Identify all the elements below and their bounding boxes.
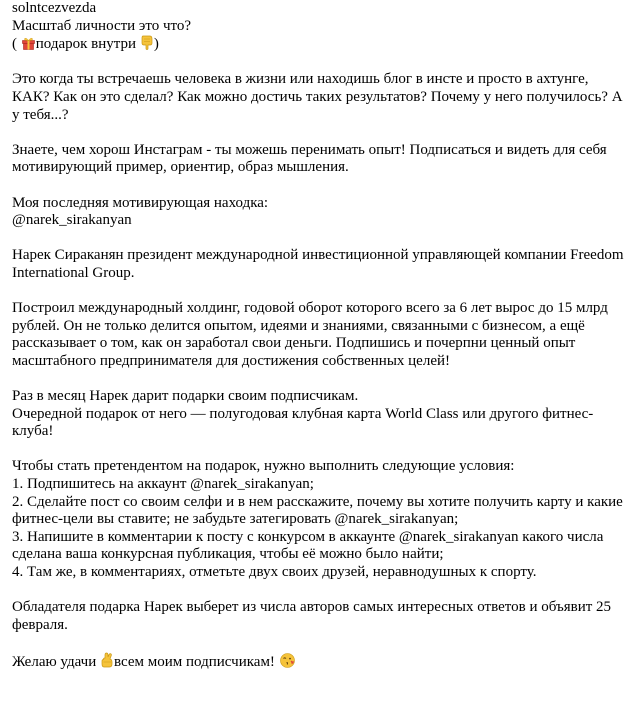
- paragraph-monthly-gift: Раз в месяц Нарек дарит подарки своим подписчикам.: [12, 388, 359, 405]
- gift-line: [12, 35, 628, 54]
- condition-item: 2. Сделайте пост со своим селфи и в нем расскажите, почему вы хотите получить карту и какие фитнес-цели вы ставите; не забудьте затегировать @narek_sirakanyan;: [12, 493, 623, 528]
- closing-text-start: Желаю удачи: [12, 653, 101, 670]
- spacer: [12, 370, 628, 388]
- paragraph-intro: Это когда ты встречаешь человека в жизни или находишь блог в инсте и просто в ахтунге, КАК? Как он это сделал? Как можно достичь таких результатов? Почему у него получилось? А у тебя...?: [12, 71, 623, 123]
- paragraph-holding: Построил международный холдинг, годовой оборот которого всего за 6 лет вырос до 15 млрд рублей. Он не только делится опытом, идеями и знаниями, связанными с бизнесом, а ещё рассказывает о том, как он заработал свои деньги. Подпишись и почерпни ценный опыт масштабного предпринимателя для достижения собственных целей!: [12, 300, 608, 369]
- spacer: [12, 283, 628, 301]
- gift-icon: [22, 36, 35, 50]
- paragraph-finding: Моя последняя мотивирующая находка:: [12, 194, 269, 211]
- spacer: [12, 634, 628, 652]
- condition-item: 4. Там же, в комментариях, отметьте двух своих друзей, неравнодушных к спорту.: [12, 564, 537, 580]
- condition-item: 3. Напишите в комментарии к посту с конкурсом в аккаунте @narek_sirakanyan какого числа сделана ваша конкурсная публикация, чтобы её можно было найти;: [12, 528, 604, 563]
- gift-line-text: подарок внутри: [35, 36, 137, 53]
- paragraph-instagram: Знаете, чем хорош Инстаграм - ты можешь перенимать опыт! Подписаться и видеть для себя мотивирующий пример, ориентир, образ мышления.: [12, 141, 607, 176]
- closing-line: [12, 652, 628, 672]
- gift-line-open: (: [12, 36, 17, 53]
- spacer: [12, 582, 628, 600]
- kiss-face-icon: [280, 653, 295, 668]
- post-title: Масштаб личности это что?: [12, 17, 192, 34]
- spacer: [12, 54, 628, 72]
- account-mention: @narek_sirakanyan: [12, 212, 132, 229]
- spacer: [12, 441, 628, 459]
- paragraph-winner: Обладателя подарка Нарек выберет из числа авторов самых интересных ответов и объявит 25 февраля.: [12, 599, 612, 633]
- condition-item: 1. Подпишитесь на аккаунт @narek_sirakanyan;: [12, 476, 314, 493]
- spacer: [12, 124, 628, 142]
- paragraph-gift-card: Очередной подарок от него — полугодовая клубная карта World Class или другого фитнес-клуба!: [12, 405, 594, 440]
- post-author: solntcezvezda: [12, 0, 97, 16]
- conditions-intro: Чтобы стать претендентом на подарок, нужно выполнить следующие условия:: [12, 458, 515, 475]
- spacer: [12, 177, 628, 195]
- spacer: [12, 230, 628, 248]
- closing-text-end: всем моим подписчикам!: [114, 653, 279, 670]
- hand-pointing-down-icon: [141, 35, 153, 50]
- crossed-fingers-icon: [101, 652, 113, 668]
- paragraph-about: Нарек Сираканян президент международной инвестиционной управляющей компании Freedom International Group.: [12, 247, 624, 281]
- gift-line-close: ): [153, 36, 159, 53]
